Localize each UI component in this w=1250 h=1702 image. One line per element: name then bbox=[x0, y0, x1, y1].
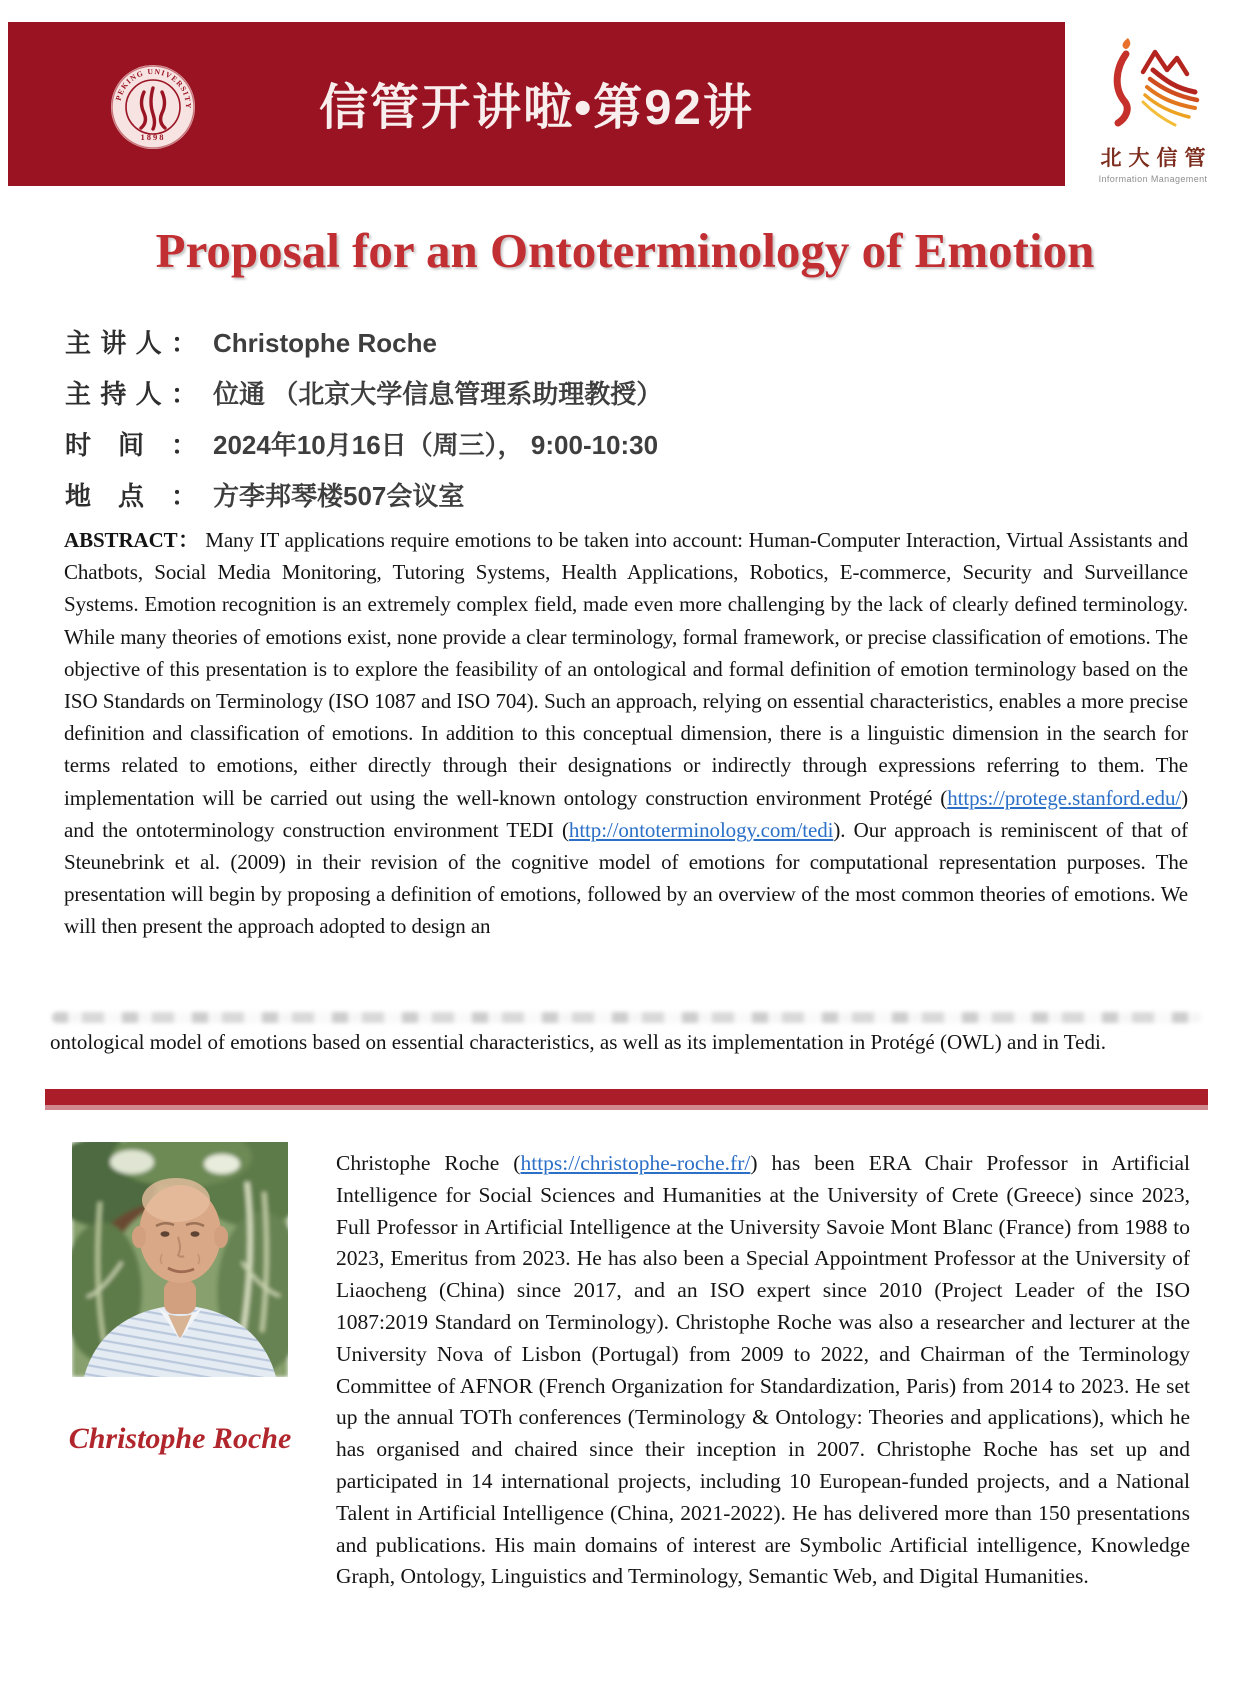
page-title: Proposal for an Ontoterminology of Emotion bbox=[155, 223, 1095, 278]
info-label: 时间： bbox=[65, 430, 197, 460]
dept-logo-en-text: Information Management bbox=[1098, 174, 1208, 184]
info-value: 位通 （北京大学信息管理系助理教授） bbox=[213, 379, 663, 409]
section-divider bbox=[45, 1089, 1208, 1110]
abstract-text: Many IT applications require emotions to be taken into account: Human-Computer Interaction, Virtual Assistants and Chatbots, Social Media Monitoring, Tutoring Systems, Health Applications, Robotics, E-commerce, Security and Surveillance Systems. Emotion recognition is an extremely complex field, made even more challenging by the lack of clearly defined terminology. While many theories of emotions exist, none provide a clear terminology, formal framework, or precise classification of emotions. The objective of this presentation is to explore the feasibility of an ontological and formal definition of emotion terminology based on the ISO Standards on Terminology (ISO 1087 and ISO 704). Such an approach, relying on essential characteristics, enables a more precise definition and classification of emotions. In addition to this conceptual dimension, there is a linguistic dimension in the search for terms related to emotions, either directly through their designations or indirectly through expressions referring to them. The implementation will be carried out using the well-known ontology construction environment Protégé ( bbox=[64, 528, 1188, 810]
info-value: Christophe Roche bbox=[213, 328, 437, 358]
info-row-host bbox=[65, 379, 965, 410]
seal-year-text: 1898 bbox=[140, 132, 166, 142]
stitch-blur-artifact bbox=[52, 1012, 1202, 1023]
peking-university-seal-icon bbox=[110, 64, 196, 150]
christophe-roche-link[interactable]: https://christophe-roche.fr/ bbox=[520, 1151, 751, 1175]
info-label: 主讲人： bbox=[65, 328, 197, 358]
info-value: 2024年10月16日（周三）， 9:00-10:30 bbox=[213, 430, 659, 460]
info-row-time bbox=[65, 430, 965, 461]
abstract-text: ). Our approach is reminiscent of that of Steunebrink et al. (2009) in their revision of the cognitive model of emotions for computational representation purposes. The presentation will begin by proposing a definition of emotions, followed by an overview of the most common theories of emotions. We will then present the approach adopted to design an bbox=[64, 817, 1188, 939]
info-value: 方李邦琴楼507会议室 bbox=[213, 481, 465, 511]
speaker-photo bbox=[72, 1142, 288, 1377]
banner-title: 信管开讲啦•第92讲 bbox=[319, 81, 754, 135]
abstract-text: ) and the ontoterminology construction environment TEDI ( bbox=[64, 785, 1188, 842]
seal-ring-text: PEKING UNIVERSITY bbox=[113, 66, 194, 110]
info-row-location bbox=[65, 481, 965, 512]
protege-link[interactable]: https://protege.stanford.edu/ bbox=[947, 785, 1182, 810]
event-info bbox=[65, 328, 965, 532]
bio-text: ) has been ERA Chair Professor in Artificial Intelligence for Social Sciences and Humanities at the University of Crete (Greece) since 2023, Full Professor in Artificial Intelligence at the University Savoie Mont Blanc (France) from 1988 to 2023, Emeritus from 2023. He has also been a Special Appointment Professor at the University of Liaocheng (China) since 2017, and an ISO expert since 2010 (Project Leader of the ISO 1087:2019 Standard on Terminology). Christophe Roche was also a researcher and lecturer at the University Nova of Lisbon (Portugal) from 2009 to 2022, and Chairman of the Terminology Committee of AFNOR (French Organization for Standardization, Paris) from 2014 to 2023. He set up the annual TOTh conferences (Terminology & Ontology: Theories and applications), which he has organised and chaired since their inception in 2007. Christophe Roche has set up and participated in 14 international projects, including 10 European-funded projects, and a National Talent in Artificial Intelligence (China, 2021-2022). He has delivered more than 150 presentations and publications. His main domains of interest are Symbolic Artificial intelligence, Knowledge Graph, Ontology, Linguistics and Terminology, Semantic Web, and Digital Humanities. bbox=[336, 1151, 1190, 1589]
abstract-heading: ABSTRACT： bbox=[64, 528, 200, 552]
speaker-name-caption: Christophe Roche bbox=[68, 1422, 292, 1455]
info-management-flame-icon bbox=[1095, 34, 1211, 138]
speaker-bio bbox=[336, 1148, 1190, 1593]
dept-logo bbox=[1072, 34, 1234, 184]
info-row-speaker bbox=[65, 328, 965, 359]
abstract-continuation: ontological model of emotions based on essential characteristics, as well as its implementation in Protégé (OWL) and in Tedi. bbox=[50, 1030, 1107, 1054]
info-label: 地点： bbox=[65, 481, 197, 511]
info-label: 主持人： bbox=[65, 379, 197, 409]
dept-logo-cn-text: 北大信管 bbox=[1100, 146, 1213, 170]
bio-text: Christophe Roche ( bbox=[336, 1151, 521, 1175]
tedi-link[interactable]: http://ontoterminology.com/tedi bbox=[568, 817, 834, 842]
abstract-paragraph bbox=[64, 524, 1188, 1010]
